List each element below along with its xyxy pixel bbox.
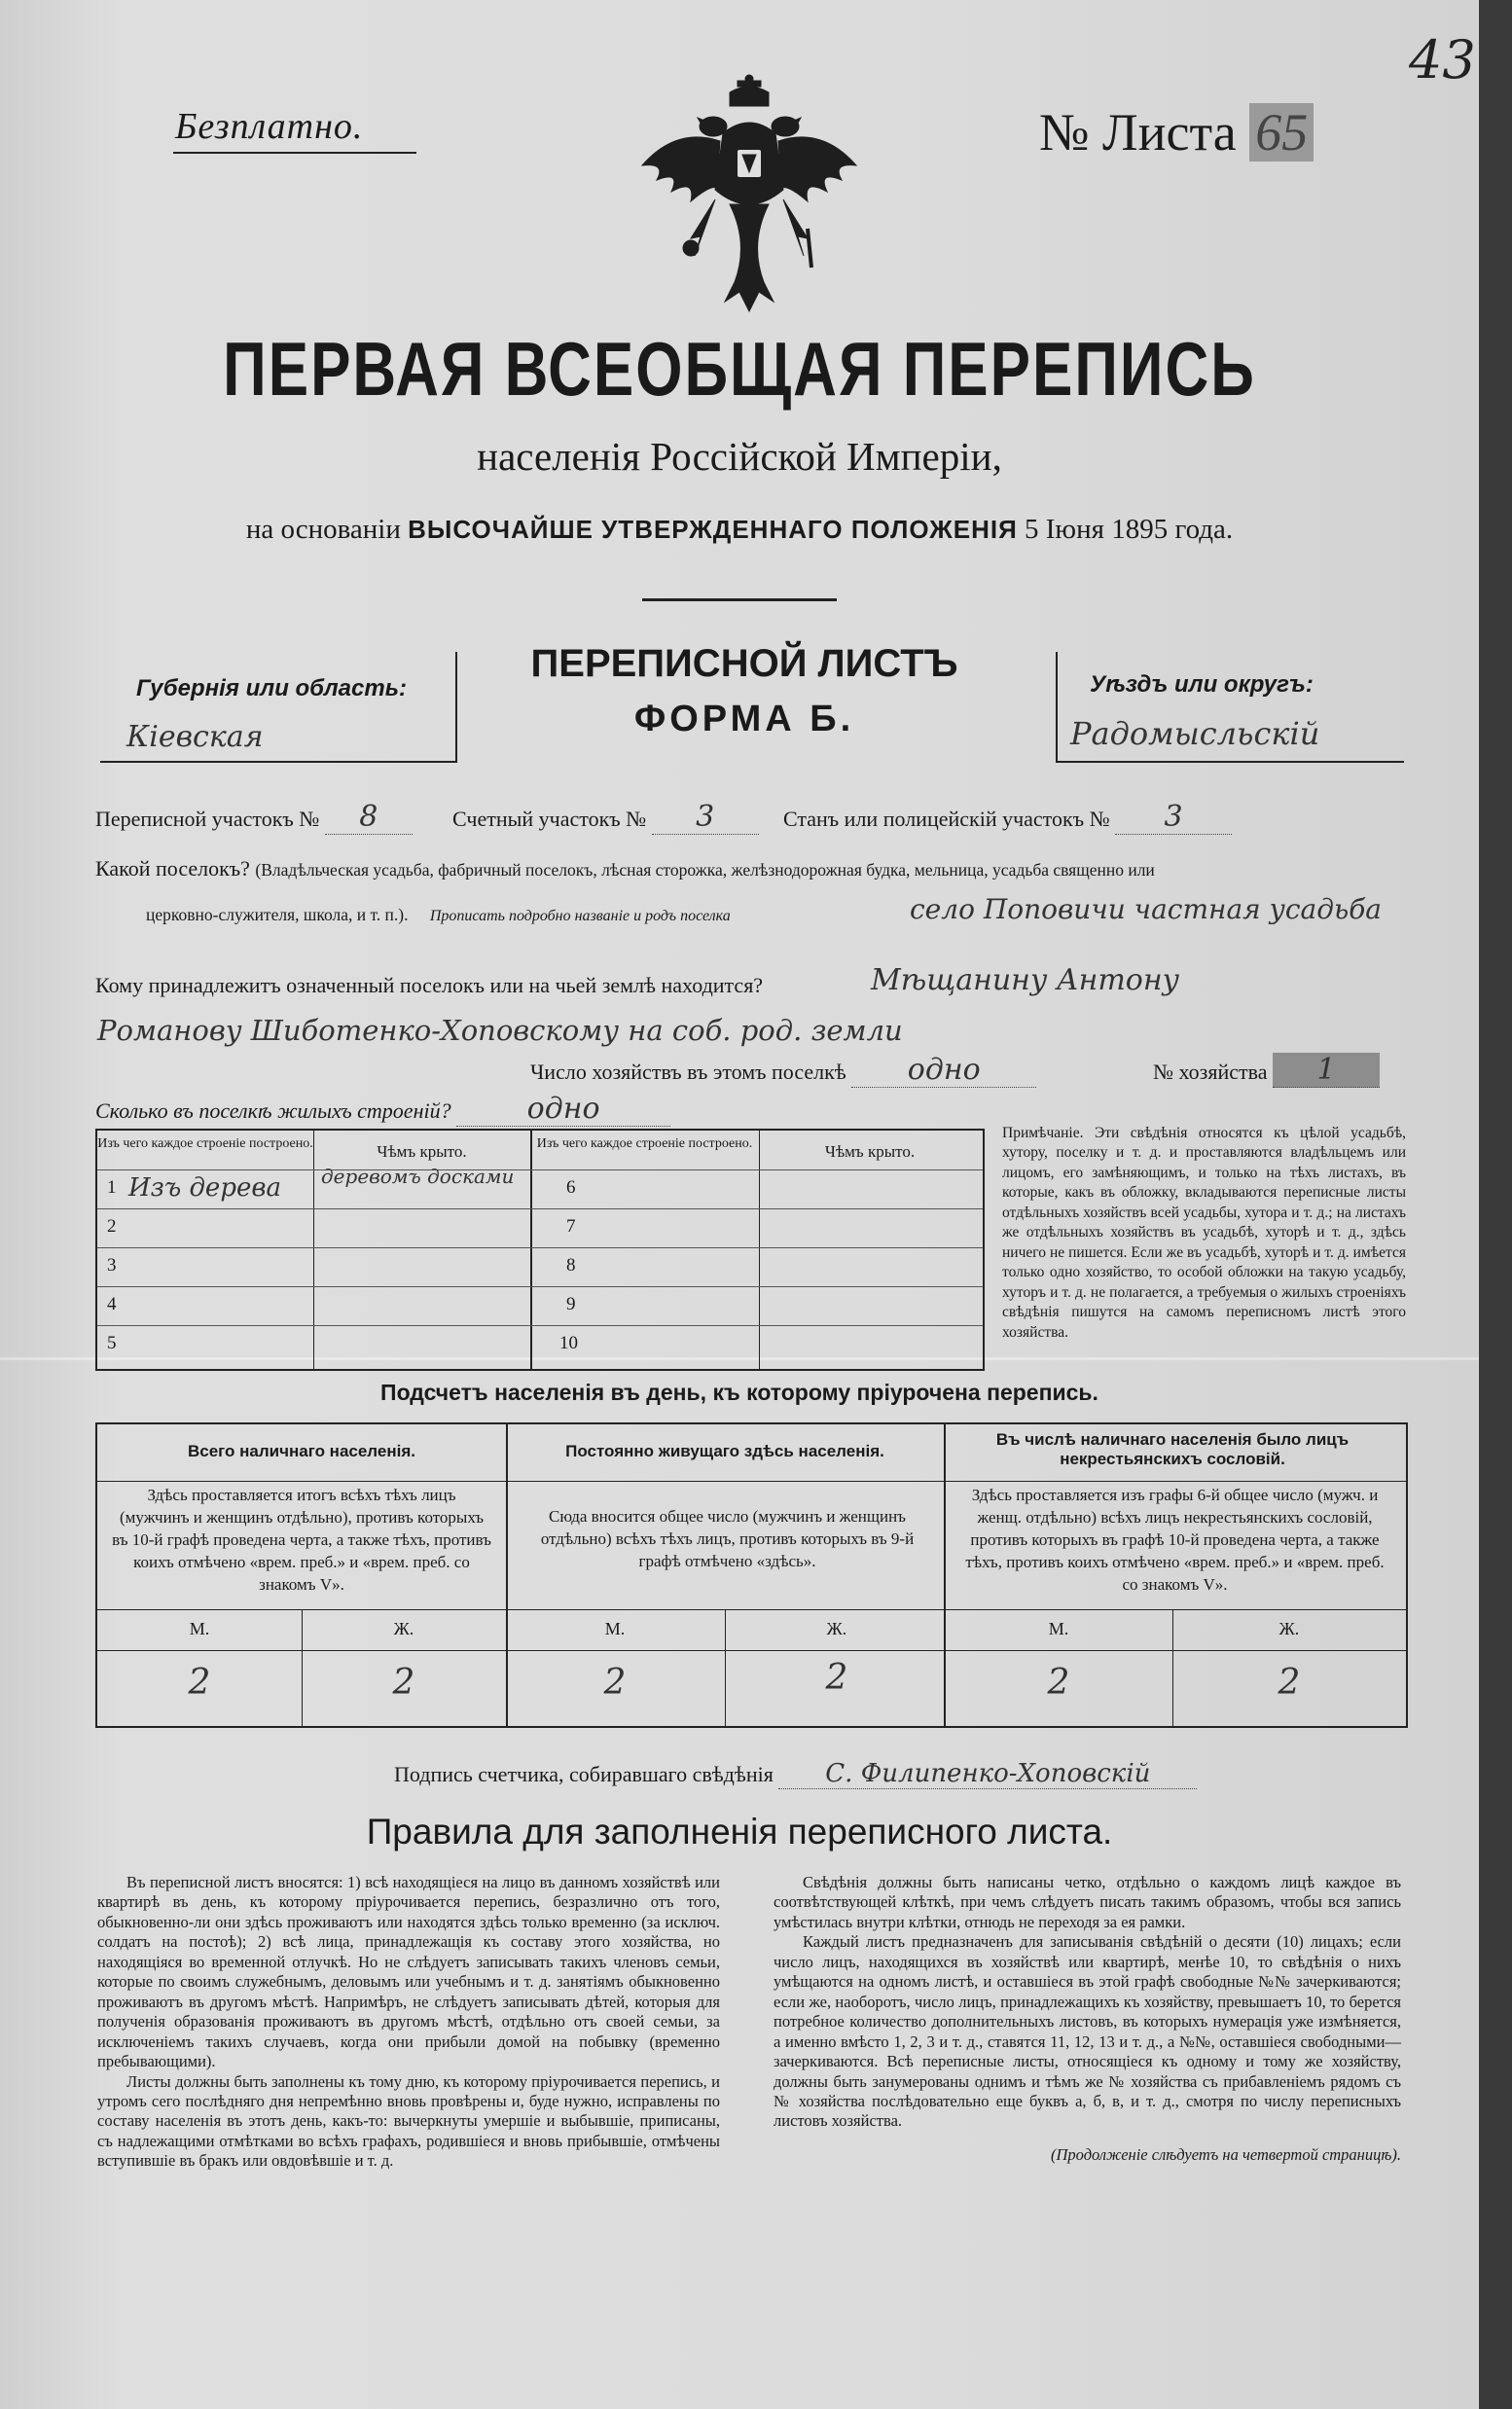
divider-rule (642, 598, 837, 601)
schet-uchastok (452, 800, 759, 835)
poselok-hint2: церковно-служителя, школа, и т. п.). (146, 905, 409, 924)
row-num: 8 (566, 1255, 576, 1276)
row-num: 6 (566, 1177, 576, 1198)
rules-paragraph: Въ переписной листъ вносятся: 1) всѣ находящіеся на лицо въ данномъ хозяйствѣ или квартирѣ въ день, къ которому пріурочивается перепись, безразлично отъ того, обыкновенно-ли они здѣсь проживаютъ или находятся здѣсь только временно (за исключ. солдатъ на постоѣ); 2) всѣ лица, принадлежащія къ составу этого хозяйства, но находящіяся во временной отлучкѣ. Но не слѣдуетъ записывать такихъ членовъ семьи, которые по своимъ служебнымъ, деловымъ или учебнымъ и т. д. занятіямъ обыкновенно проживаютъ въ другомъ мѣстѣ. Напримѣръ, не слѣдуетъ записывать дѣтей, которыя для полученія образованія проживаютъ въ другомъ мѣстѣ, отдѣльно отъ своей семьи, за исключеніемъ такихъ случаевъ, когда они прибыли домой на побывку (временно пребывающими). (97, 1873, 720, 2071)
row-num: 9 (566, 1294, 576, 1314)
col-divider (313, 1131, 314, 1369)
perepis-uchastok-value: 8 (325, 800, 413, 835)
buildings-line (95, 1092, 670, 1127)
sheet-number-label: № Листа (1039, 103, 1237, 162)
owner-value-2: Романову Шиботенко-Хоповскому на соб. род. земли (97, 1014, 903, 1047)
legal-basis-caps: ВЫСОЧАЙШЕ УТВЕРЖДЕННАГО ПОЛОЖЕНІЯ (408, 515, 1018, 544)
zh-label: Ж. (393, 1619, 414, 1638)
rules-paragraph: Каждый листъ предназначенъ для записыванія свѣдѣній о десяти (10) лицахъ; если число лицъ, находящихся въ хозяйствѣ или квартирѣ, менѣе 10, то свѣдѣнія о нихъ умѣщаются на одномъ листѣ, и оставшіеся въ этой графѣ свободные №№ зачеркиваются; если же, наоборотъ, число лицъ, принадлежащихъ къ хозяйству, превышаетъ 10, то берется потребное количество дополнительныхъ листовъ, въ которыхъ нумерація уже измѣняется, а именно вмѣсто 1, 2, 3 и т. д., ставятся 11, 12, 13 и т. д., а №№, оставшіеся свободными—зачеркиваются. Всѣ переписные листы, относящіеся къ одному и тому же хозяйству, должны быть занумерованы однимъ и тѣмъ же № хозяйства съ прибавленіемъ рядомъ съ № хозяйства послѣдовательно еще буквъ а, б, в, и т. д., смотря по числу переписныхъ листовъ хозяйства. (774, 1932, 1401, 2131)
gubernia-value: Кіевская (126, 720, 264, 754)
household-no-value: 1 (1273, 1053, 1380, 1088)
row-num: 1 (107, 1177, 117, 1198)
gubernia-label: Губернія или область: (136, 675, 407, 701)
count-value: 2 (603, 1663, 627, 1703)
stan-label: Станъ или полицейскій участокъ № (783, 807, 1110, 831)
households-line (530, 1053, 1036, 1088)
uezd-label: Уѣздъ или округъ: (1090, 671, 1314, 698)
m-label: М. (604, 1619, 626, 1638)
col1-description: Здѣсь проставляется итогъ всѣхъ тѣхъ лицъ (мужчинъ и женщинъ отдѣльно), противъ которыхъ въ 10-й графѣ проведена черта, а также тѣхъ, противъ коихъ отмѣчено «врем. преб.» и «врем. преб. со знакомъ V». (112, 1486, 491, 1594)
perepis-uchastok (95, 800, 413, 835)
signature-value: С. Филипенко-Хоповскій (778, 1759, 1197, 1789)
count-value: 2 (188, 1663, 211, 1703)
buildings-value: одно (456, 1092, 670, 1127)
zh-label: Ж. (826, 1619, 847, 1638)
scan-edge (1479, 0, 1512, 2409)
row1-roof: деревомъ досками (321, 1165, 515, 1188)
form-subtitle: ФОРМА Б. (633, 699, 855, 739)
count-value: 2 (825, 1658, 848, 1698)
population-count-table (95, 1422, 1408, 1728)
poselok-instruction: Прописать подробно названіе и родъ поселка (429, 908, 731, 924)
row-num: 7 (566, 1216, 576, 1237)
sheet-number-value: 65 (1249, 103, 1314, 162)
row-line (97, 1208, 983, 1209)
row-line (97, 1247, 983, 1248)
form-title: ПЕРЕПИСНОЙ ЛИСТЪ (530, 642, 958, 685)
document-subtitle: населенія Россійской Имперіи, (477, 434, 1002, 479)
row-line (97, 1650, 1406, 1651)
row-num: 5 (107, 1333, 117, 1353)
household-no-label: № хозяйства (1153, 1060, 1268, 1084)
buildings-table (95, 1129, 985, 1371)
rules-paragraph: Свѣдѣнія должны быть написаны четко, отдѣльно о каждомъ лицѣ каждое въ соотвѣтствующей клѣткѣ, при чемъ слѣдуетъ писать такимъ образомъ, чтобы вся запись умѣстилась внутри клѣтки, отнюдь не переходя за ея рамки. (774, 1873, 1401, 1931)
m-label: М. (189, 1619, 210, 1638)
count-value: 2 (392, 1663, 415, 1703)
signature-label: Подпись счетчика, собиравшаго свѣдѣнія (394, 1762, 774, 1786)
poselok-hint: (Владѣльческая усадьба, фабричный поселокъ, лѣсная сторожка, желѣзнодорожная будка, мельница, усадьба священно или (255, 860, 1155, 880)
row1-material: Изъ дерева (128, 1173, 281, 1203)
household-no (1153, 1053, 1380, 1088)
col-divider (506, 1424, 508, 1726)
row-num: 3 (107, 1255, 117, 1276)
buildings-label: Сколько въ поселкѣ жилыхъ строеній? (95, 1098, 451, 1123)
row-num: 10 (559, 1333, 578, 1353)
owner-value-1: Мѣщанину Антону (871, 963, 1180, 997)
note-paragraph: Примѣчаніе. Эти свѣдѣнія относятся къ цѣлой усадьбѣ, хутору, поселку и т. д. и проставляются владѣльцемъ или лицомъ, его замѣняющимъ, и только на тѣхъ листахъ, въ которые, какъ въ обложку, вкладываются переписные листы отдѣльныхъ хозяйствъ всей усадьбы, хутора и т. д.; на листахъ же отдѣльныхъ хозяйствъ въ усадьбѣ, хуторѣ и т. д., здѣсь ничего не пишется. Если же въ усадьбѣ, хуторѣ и т. д. имѣется только одно хозяйство, то особой обложки на такую усадьбу, хуторъ и т. д. не полагается, а требуемыя о жилыхъ строеніяхъ свѣдѣнія пишутся на самомъ переписномъ листѣ этого хозяйства. (1002, 1125, 1406, 1341)
col-divider (759, 1131, 760, 1369)
col3-heading: Въ числѣ наличнаго населенія было лицъ некрестьянскихъ сословій. (995, 1430, 1350, 1469)
rules-title: Правила для заполненія переписного листа. (366, 1812, 1113, 1852)
poselok-line (95, 856, 1155, 881)
header-material-right: Изъ чего каждое строеніе построено. (536, 1136, 753, 1151)
households-value: одно (851, 1053, 1036, 1088)
rules-right-column (774, 1873, 1401, 2165)
row-num: 4 (107, 1294, 117, 1314)
free-underline (173, 152, 416, 154)
poselok-label: Какой поселокъ? (95, 856, 250, 881)
signature-line (394, 1759, 1197, 1789)
m-label: М. (1048, 1619, 1069, 1638)
col2-heading: Постоянно живущаго здѣсь населенія. (565, 1442, 884, 1460)
row-line (97, 1286, 983, 1287)
sheet-number (1039, 102, 1314, 162)
col-divider (1172, 1609, 1173, 1726)
poselok-value: село Поповичи частная усадьба (910, 893, 1382, 925)
col-divider (725, 1609, 726, 1726)
stan-value: 3 (1115, 800, 1232, 835)
schet-uchastok-label: Счетный участокъ № (452, 807, 647, 831)
col-divider (944, 1424, 946, 1726)
col1-heading: Всего наличнаго населенія. (188, 1442, 415, 1460)
rules-paragraph: Листы должны быть заполнены къ тому дню, къ которому пріурочивается перепись, и утромъ сего послѣдняго дня непремѣнно вновь провѣрены и, буде нужно, исправлены по составу населенія въ этотъ день, какъ-то: вычеркнуты умершіе и выбывшіе, приписаны, съ надлежащими отмѣтками во всѣхъ графахъ, родившіеся и вновь прибывшіе, отмѣчены вступившіе въ бракъ или овдовѣвшіе и т. д. (97, 2071, 720, 2171)
row-line (97, 1481, 1406, 1482)
perepis-uchastok-label: Переписной участокъ № (95, 807, 320, 831)
document-title: ПЕРВАЯ ВСЕОБЩАЯ ПЕРЕПИСЬ (223, 328, 1256, 413)
zh-label: Ж. (1278, 1619, 1300, 1638)
row-num: 2 (107, 1216, 117, 1237)
poselok-line2 (146, 905, 731, 925)
row-line (97, 1609, 1406, 1610)
legal-basis (0, 514, 1479, 546)
imperial-eagle-emblem (637, 73, 861, 316)
rules-left-column (97, 1873, 720, 2172)
count-title: Подсчетъ населенія въ день, къ которому пріурочена перепись. (380, 1380, 1098, 1405)
col3-description: Здѣсь проставляется изъ графы 6-й общее число (мужч. и женщ. отдѣльно) всѣхъ лицъ некрестьянскихъ сословій, противъ которыхъ въ графѣ 10-й проведена черта, а также тѣхъ, противъ коихъ отмѣчено «врем. преб.» и «врем. преб. со знакомъ V». (965, 1486, 1385, 1594)
stan (783, 800, 1232, 835)
schet-uchastok-value: 3 (652, 800, 759, 835)
row-line (97, 1169, 983, 1170)
page-number: 43 (1409, 29, 1476, 90)
col2-description: Сюда вносится общее число (мужчинъ и женщинъ отдѣльно) всѣхъ тѣхъ лицъ, противъ которыхъ въ 9-й графѣ отмѣчено «здѣсь». (540, 1507, 915, 1570)
households-label: Число хозяйствъ въ этомъ поселкѣ (530, 1060, 846, 1084)
header-material-left: Изъ чего каждое строеніе построено. (97, 1136, 313, 1151)
free-label: Безплатно. (175, 106, 364, 147)
col-divider (302, 1609, 303, 1726)
owner-label: Кому принадлежитъ означенный поселокъ или на чьей землѣ находится? (95, 973, 764, 997)
row-line (97, 1325, 983, 1326)
continued-note: (Продолженіе слѣдуетъ на четвертой страницѣ). (1051, 2144, 1401, 2164)
header-roof-right: Чѣмъ крыто. (824, 1142, 916, 1161)
count-value: 2 (1047, 1663, 1070, 1703)
legal-basis-date: 5 Іюня 1895 года. (1025, 514, 1234, 545)
count-value: 2 (1278, 1663, 1301, 1703)
header-roof-left: Чѣмъ крыто. (377, 1142, 467, 1161)
uezd-value: Радомысльскій (1070, 715, 1320, 752)
col-divider (530, 1131, 532, 1369)
legal-basis-prefix: на основаніи (245, 514, 401, 545)
